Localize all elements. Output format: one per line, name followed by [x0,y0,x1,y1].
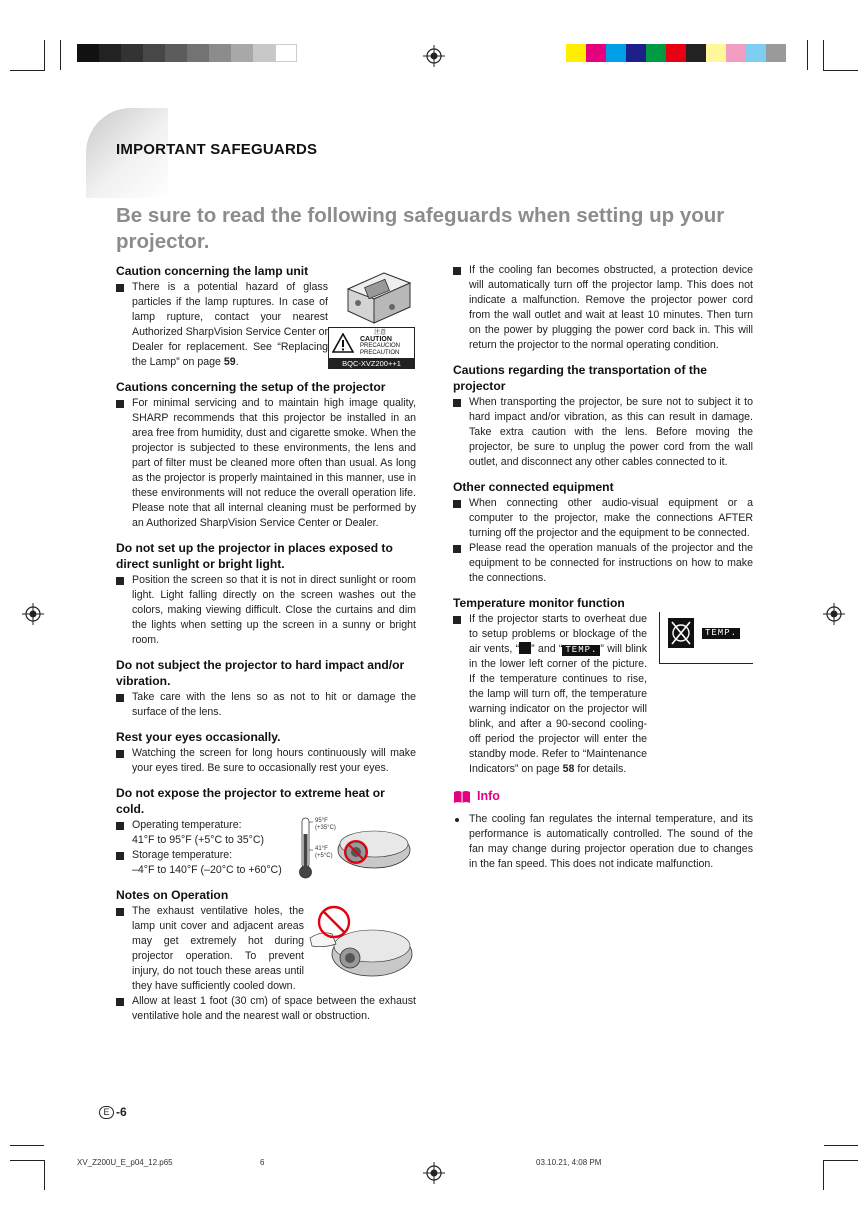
lamp-section [116,263,416,370]
heat-heading: Do not expose the projector to extreme heat or cold. [116,786,385,816]
transport-heading: Cautions regarding the transportation of the projector [453,363,707,393]
bullet-square-icon [116,750,124,758]
section-title: IMPORTANT SAFEGUARDS [116,141,318,158]
swatch [209,44,231,62]
swatch [231,44,253,62]
swatch [746,44,766,62]
swatch [253,44,275,62]
swatch [99,44,121,62]
swatch [686,44,706,62]
swatch [626,44,646,62]
fan-warning-icon [519,642,531,654]
notes-section [116,904,416,1024]
thermo-high-label: 95°F (+35°C) [315,818,336,831]
footer-file-page: 6 [260,1158,265,1167]
swatch [143,44,165,62]
swatch [706,44,726,62]
footer-file-name: XV_Z200U_E_p04_12.p65 [77,1158,173,1167]
list-item: Allow at least 1 foot (30 cm) of space between the exhaust ventilative hole and the nearest wall or obstruction. [116,994,416,1024]
registration-mark-icon [22,603,44,625]
list-item: When connecting other audio-visual equipment or a computer to the projector, make the connections AFTER turning off the projector and the equipment to be connected. [453,496,753,541]
lamp-heading: Caution concerning the lamp unit [116,264,309,278]
bullet-square-icon [453,500,461,508]
lamp-unit-illustration [340,267,416,325]
impact-heading: Do not subject the projector to hard impact and/or vibration. [116,658,405,688]
temp-indicator: TEMP. [562,645,600,656]
list-item: For minimal servicing and to maintain high image quality, SHARP recommends that this projector be installed in an area free from humidity, dust and cigarette smoke. When the projector is subjected to these environments, the lens and part of filter must be cleaned more often than usual. As long as the projector is properly maintained in this manner, use in these environments will not reduce the overall operation life. Please note that all internal cleaning must be performed by an Authorized SharpVision Service Center or Dealer. [116,396,416,531]
registration-mark-icon [823,603,845,625]
list-item: Take care with the lens so as not to hit or damage the surface of the lens. [116,690,416,720]
swatch [275,44,297,62]
page-headline: Be sure to read the following safeguards when setting up your projector. [116,204,725,253]
bullet-square-icon [116,577,124,585]
swatch [606,44,626,62]
swatch [646,44,666,62]
list-item: The cooling fan regulates the internal temperature, and its performance is automatically controlled. The sound of the fan may change during projector operation due to changes in the fan speed. This does not indicate malfunction. [453,812,753,872]
bullet-square-icon [116,400,124,408]
notes-heading: Notes on Operation [116,888,229,902]
bullet-square-icon [116,998,124,1006]
bullet-square-icon [116,822,124,830]
other-equipment-heading: Other connected equipment [453,480,614,494]
open-book-icon [453,790,471,804]
bullet-square-icon [116,284,124,292]
warning-triangle-icon [332,333,354,353]
list-item: Watching the screen for long hours continuously will make your eyes tired. Be sure to occasionally rest your eyes. [116,746,416,776]
bullet-square-icon [453,399,461,407]
eyes-heading: Rest your eyes occasionally. [116,730,281,744]
info-header [453,789,753,804]
left-column [116,263,416,1024]
bullet-square-icon [116,852,124,860]
registration-mark-icon [423,45,445,67]
hot-projector-illustration [306,904,416,984]
bullet-square-icon [116,908,124,916]
list-item: If the projector starts to overheat due to setup problems or blockage of the air vents, “ ” and “ TEMP. ” will blink in the lower left corner of the picture. If the temperature continues to rise, the lamp will turn off, the temperature warning indicator on the projector will blink, and after a 90-second cooling-off period the projector will enter the standby mode. Refer to “Maintenance Indicators” on page 58 for details. [453,612,753,777]
bullet-dot-icon [455,818,459,822]
list-item: Storage temperature: –4°F to 140°F (–20°C to +60°C) [116,848,416,878]
sunlight-heading: Do not set up the projector in places exposed to direct sunlight or bright light. [116,541,393,571]
temperature-section [453,612,753,777]
bullet-square-icon [116,694,124,702]
swatch [165,44,187,62]
swatch [77,44,99,62]
swatch [586,44,606,62]
swatch [187,44,209,62]
heat-section [116,818,416,878]
registration-mark-icon [423,1162,445,1184]
temp-indicator: TEMP. [702,628,740,639]
bullet-square-icon [453,545,461,553]
list-item: Please read the operation manuals of the projector and the equipment to be connected for instructions on how to make the connections. [453,541,753,586]
list-item: If the cooling fan becomes obstructed, a protection device will automatically turn off the projector lamp. This does not indicate a malfunction. Remove the projector power cord from the wall outlet and wait at least 10 minutes. Then turn on the power by plugging the power cord back in. This will return the projector to the normal operating condition. [453,263,753,353]
temperature-heading: Temperature monitor function [453,596,625,610]
swatch [666,44,686,62]
list-item: When transporting the projector, be sure not to subject it to hard impact and/or vibration, as this can result in damage. Take extra caution with the lens. Before moving the projector, be sure to unplug the power cord from the wall outlet, and disconnect any other cables connected to it. [453,395,753,470]
list-item: The exhaust ventilative holes, the lamp unit cover and adjacent areas may get extremely hot during projector operation. To prevent injury, do not touch these areas until they have sufficiently cooled down. [116,904,304,994]
list-item: Operating temperature: 41°F to 95°F (+5°C to 35°C) [116,818,416,848]
thermo-low-label: 41°F (+5°C) [315,846,333,859]
swatch [121,44,143,62]
bullet-square-icon [453,267,461,275]
bullet-square-icon [453,616,461,624]
swatch [566,44,586,62]
setup-heading: Cautions concerning the setup of the projector [116,380,386,394]
page-number: E -6 [99,1105,127,1119]
list-item: Position the screen so that it is not in direct sunlight or room light. Light falling directly on the screen washes out the colors, making viewing difficult. Close the curtains and dim the lights when setting up the screen in a sunny or bright room. [116,573,416,648]
swatch [726,44,746,62]
info-label: Info [477,789,500,803]
footer-timestamp: 03.10.21, 4:08 PM [536,1158,602,1167]
right-column [453,263,753,872]
list-item: There is a potential hazard of glass particles if the lamp ruptures. In case of lamp rupture, contact your nearest Authorized SharpVision Service Center or Dealer for replacement. See “Replacing the Lamp” on page 59. [116,280,328,370]
caution-label: 注意 CAUTION PRECAUCION PRECAUTION BQC-XVZ200++1 [328,327,415,369]
swatch [766,44,786,62]
